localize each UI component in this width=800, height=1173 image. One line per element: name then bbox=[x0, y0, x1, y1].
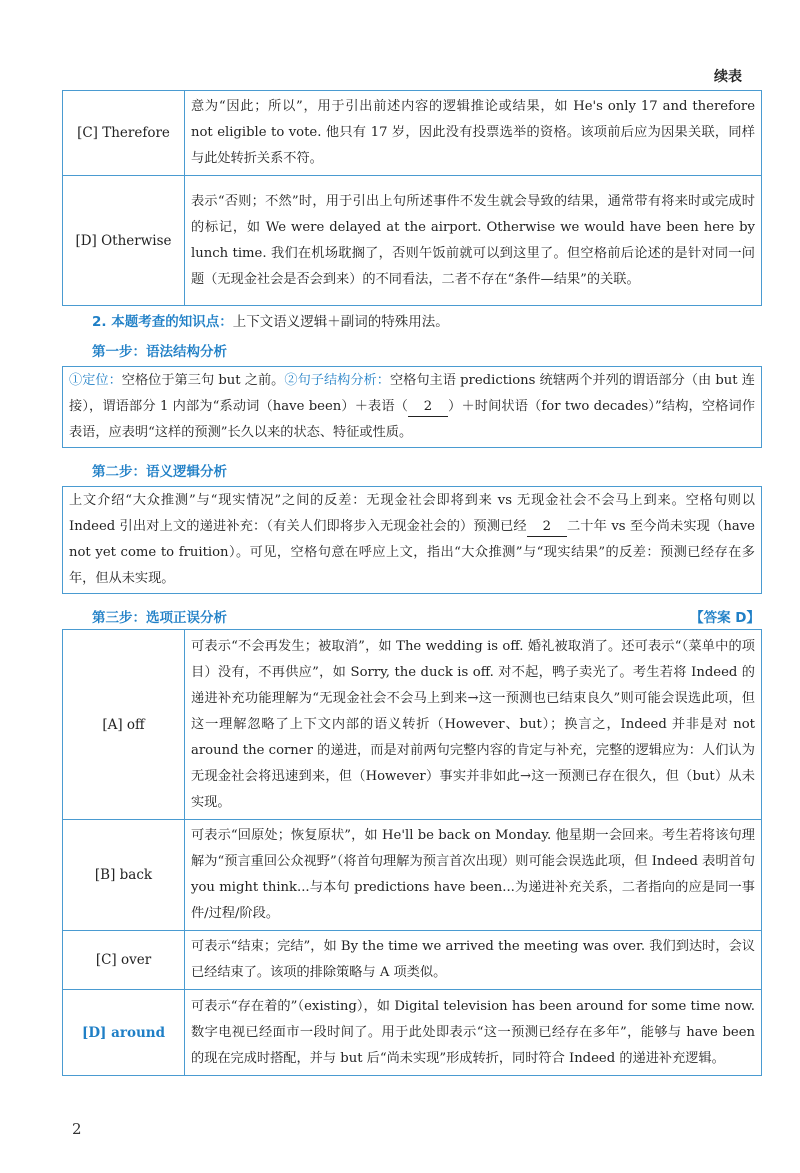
table-row bbox=[63, 91, 762, 176]
option-label: [A] off bbox=[63, 630, 185, 820]
page-number: 2 bbox=[72, 1120, 82, 1138]
table-row bbox=[63, 820, 762, 931]
structure-text-cont: ）＋时间状语（for two decades）”结构，空格词作表语，应表明“这样的预测”长久以来的状态、特征或性质。 bbox=[69, 399, 756, 440]
option-label: [C] Therefore bbox=[63, 91, 185, 176]
option-label: [B] back bbox=[63, 820, 185, 931]
knowledge-heading: 2. 本题考查的知识点： bbox=[92, 314, 233, 330]
option-explanation: 可表示“结束；完结”，如 By the time we arrived the meeting was over. 我们到达时，会议已经结束了。该项的排除策略与 A 项类似。 bbox=[185, 931, 762, 990]
table-row bbox=[63, 176, 762, 306]
option-label: [C] over bbox=[63, 931, 185, 990]
table-row bbox=[63, 990, 762, 1076]
structure-text: 空格句主语 predictions 统辖两个并列的谓语部分（由 but 连接），谓语部分 1 内部为“系动词（have been）＋表语（ bbox=[69, 373, 755, 414]
option-label: [D] Otherwise bbox=[63, 176, 185, 306]
table-row bbox=[63, 630, 762, 820]
option-explanation: 意为“因此；所以”，用于引出前述内容的逻辑推论或结果，如 He's only 17 and therefore not eligible to vote. 他只有 17 岁，因此没有投票选举的资格。该项前后应为因果关联，同样与此处转折关系不符。 bbox=[185, 91, 762, 176]
answer-label: 【答案 D】 bbox=[690, 610, 760, 626]
step2-heading: 第二步：语义逻辑分析 bbox=[92, 464, 227, 480]
option-explanation: 可表示“不会再发生；被取消”，如 The wedding is off. 婚礼被取消了。还可表示“（菜单中的项目）没有，不再供应”，如 Sorry, the duck is off. 对不起，鸭子卖光了。考生若将 Indeed 的递进补充功能理解为“无现金社会不会马上到来→这一预测也已结束良久”则可能会误选此项，但这一理解忽略了上下文内部的语义转折（However、but）；换言之，Indeed 并非是对 not around the corner 的递进，而是对前两句完整内容的肯定与补充，完整的逻辑应为：人们认为无现金社会将迅速到来，但（However）事实并非如此→这一预测已存在很久，但（but）从未实现。 bbox=[185, 630, 762, 820]
knowledge-point bbox=[92, 312, 449, 332]
semantic-text-cont: 二十年 vs 至今尚未实现（have not yet come to fruition）。可见，空格句意在呼应上文，指出“大众推测”与“现实结果”的反差：预测已经存在多年，但从未实现。 bbox=[69, 519, 755, 586]
semantic-text: 上文介绍“大众推测”与“现实情况”之间的反差：无现金社会即将到来 vs 无现金社会不会马上到来。空格句则以 Indeed 引出对上文的递进补充：（有关人们即将步入无现金社会的）预测已经 bbox=[69, 493, 755, 534]
step1-heading: 第一步：语法结构分析 bbox=[92, 344, 227, 360]
options-table bbox=[62, 629, 762, 1076]
step1-box bbox=[62, 366, 762, 448]
table-row bbox=[63, 931, 762, 990]
blank-number: 2 bbox=[527, 518, 567, 537]
blank-number: 2 bbox=[408, 398, 448, 417]
option-explanation: 可表示“回原处；恢复原状”，如 He'll be back on Monday. 他星期一会回来。考生若将该句理解为“预言重回公众视野”（将首句理解为预言首次出现）则可能会误选此项，但 Indeed 表明首句 you might think...与本句 predictions have been...为递进补充关系，二者指向的应是同一事件/过程/阶段。 bbox=[185, 820, 762, 931]
locate-tag: ①定位： bbox=[69, 373, 122, 388]
options-table-continued bbox=[62, 90, 762, 306]
option-explanation: 可表示“存在着的”（existing），如 Digital television has been around for some time now. 数字电视已经面市一段时间了。用于此处即表示“这一预测已经存在多年”，能够与 have been 的现在完成时搭配，并与 but 后“尚未实现”形成转折，同时符合 Indeed 的递进补充逻辑。 bbox=[185, 990, 762, 1076]
continued-label: 续表 bbox=[714, 69, 742, 85]
step3-heading: 第三步：选项正误分析 bbox=[92, 610, 227, 626]
step2-box bbox=[62, 486, 762, 594]
locate-text: 空格位于第三句 but 之前。 bbox=[121, 373, 285, 388]
structure-tag: ②句子结构分析： bbox=[284, 373, 390, 388]
option-explanation: 表示“否则；不然”时，用于引出上句所述事件不发生就会导致的结果，通常带有将来时或完成时的标记，如 We were delayed at the airport. Otherwise we would have been here by lunch time. 我们在机场耽搁了，否则午饭前就可以到这里了。但空格前后论述的是针对同一问题（无现金社会是否会到来）的不同看法，二者不存在“条件—结果”的关联。 bbox=[185, 176, 762, 306]
knowledge-text: 上下文语义逻辑＋副词的特殊用法。 bbox=[232, 314, 449, 330]
option-label-correct: [D] around bbox=[63, 990, 185, 1076]
